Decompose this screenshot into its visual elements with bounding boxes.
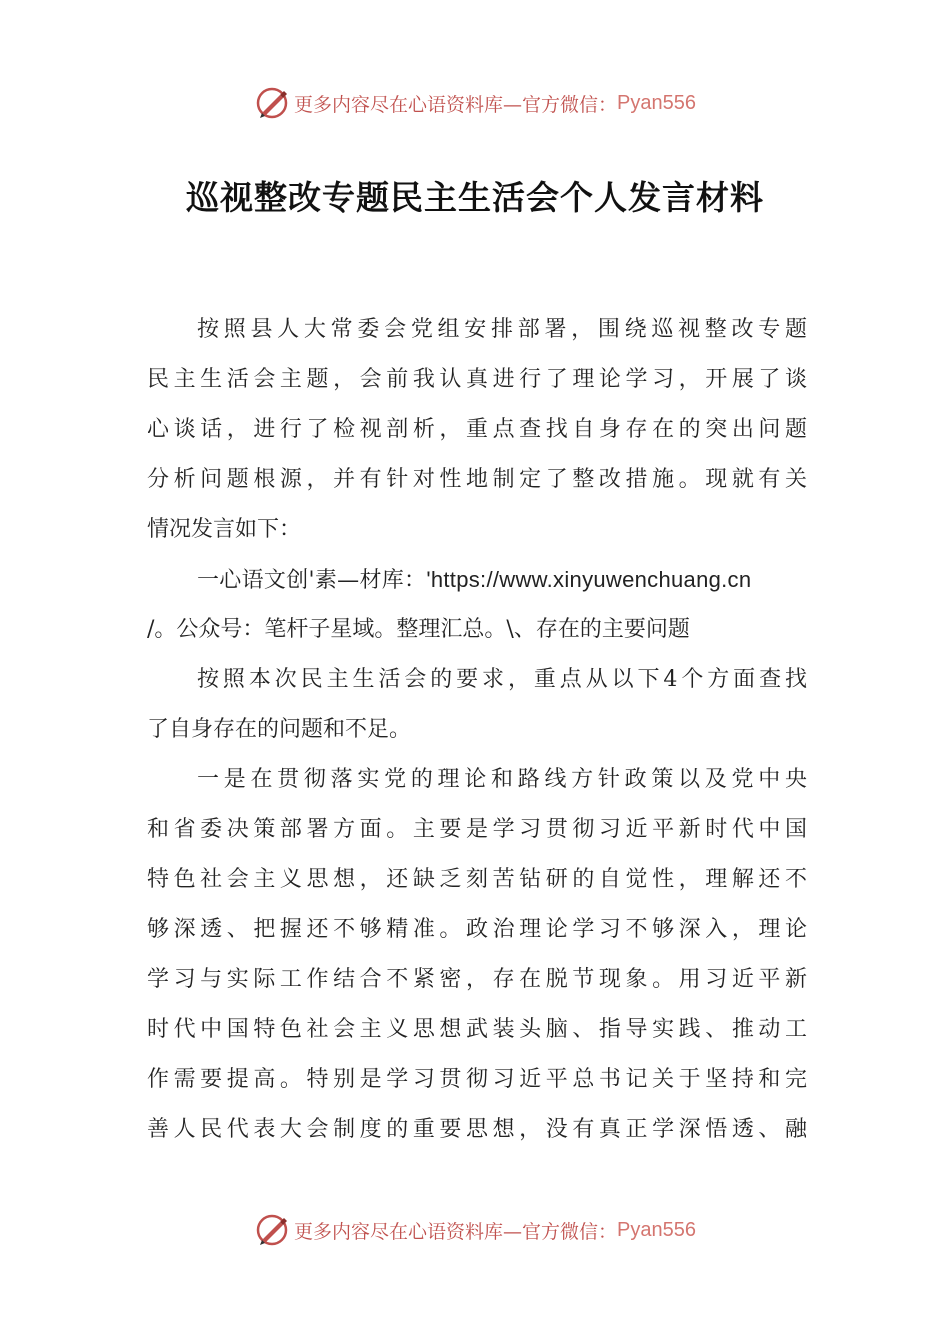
header-banner: [0, 83, 950, 123]
paragraph-line: 民主生活会主题，会前我认真进行了理论学习，开展了谈: [147, 367, 807, 392]
paragraph-line: 特色社会主义思想，还缺乏刻苦钻研的自觉性，理解还不: [147, 867, 807, 892]
source-label: 一心语文创'素—材库：: [197, 568, 427, 593]
footer-wechat-id: Pyan556: [617, 1218, 696, 1241]
footer-banner-text: 更多内容尽在心语资料库—官方微信：: [294, 1220, 618, 1243]
pen-circle-icon: [254, 1212, 290, 1248]
paragraph-line: 够深透、把握还不够精准。政治理论学习不够深入，理论: [147, 917, 807, 942]
source-line: [147, 555, 807, 605]
document-body: [147, 305, 807, 1155]
paragraph-line: 按照县人大常委会党组安排部署，围绕巡视整改专题: [197, 317, 807, 342]
document-title: 巡视整改专题民主生活会个人发言材料: [186, 178, 764, 217]
paragraph-line: 分析问题根源，并有针对性地制定了整改措施。现就有关: [147, 467, 807, 492]
paragraph-line: /。公众号：笔杆子星域。整理汇总。\、存在的主要问题: [147, 617, 690, 642]
paragraph-line: 按照本次民主生活会的要求，重点从以下4个方面查找: [197, 667, 807, 692]
paragraph-line: 一是在贯彻落实党的理论和路线方针政策以及党中央: [197, 767, 807, 792]
paragraph-line: 时代中国特色社会主义思想武装头脑、指导实践、推动工: [147, 1017, 807, 1042]
paragraph-line: 善人民代表大会制度的重要思想，没有真正学深悟透、融: [147, 1117, 807, 1142]
paragraph-line: 学习与实际工作结合不紧密，存在脱节现象。用习近平新: [147, 967, 807, 992]
paragraph-line: 和省委决策部署方面。主要是学习贯彻习近平新时代中国: [147, 817, 807, 842]
footer-banner: [0, 1210, 950, 1250]
pen-circle-icon: [254, 85, 290, 121]
paragraph-line: 作需要提高。特别是学习贯彻习近平总书记关于坚持和完: [147, 1067, 807, 1092]
source-url: 'https://www.xinyuwenchuang.cn: [426, 567, 752, 592]
header-banner-text: 更多内容尽在心语资料库—官方微信：: [294, 93, 618, 116]
paragraph-line: 心谈话，进行了检视剖析，重点查找自身存在的突出问题: [147, 417, 807, 442]
paragraph-line: 了自身存在的问题和不足。: [147, 717, 412, 742]
paragraph-line: 情况发言如下：: [147, 517, 302, 542]
header-wechat-id: Pyan556: [617, 91, 696, 114]
